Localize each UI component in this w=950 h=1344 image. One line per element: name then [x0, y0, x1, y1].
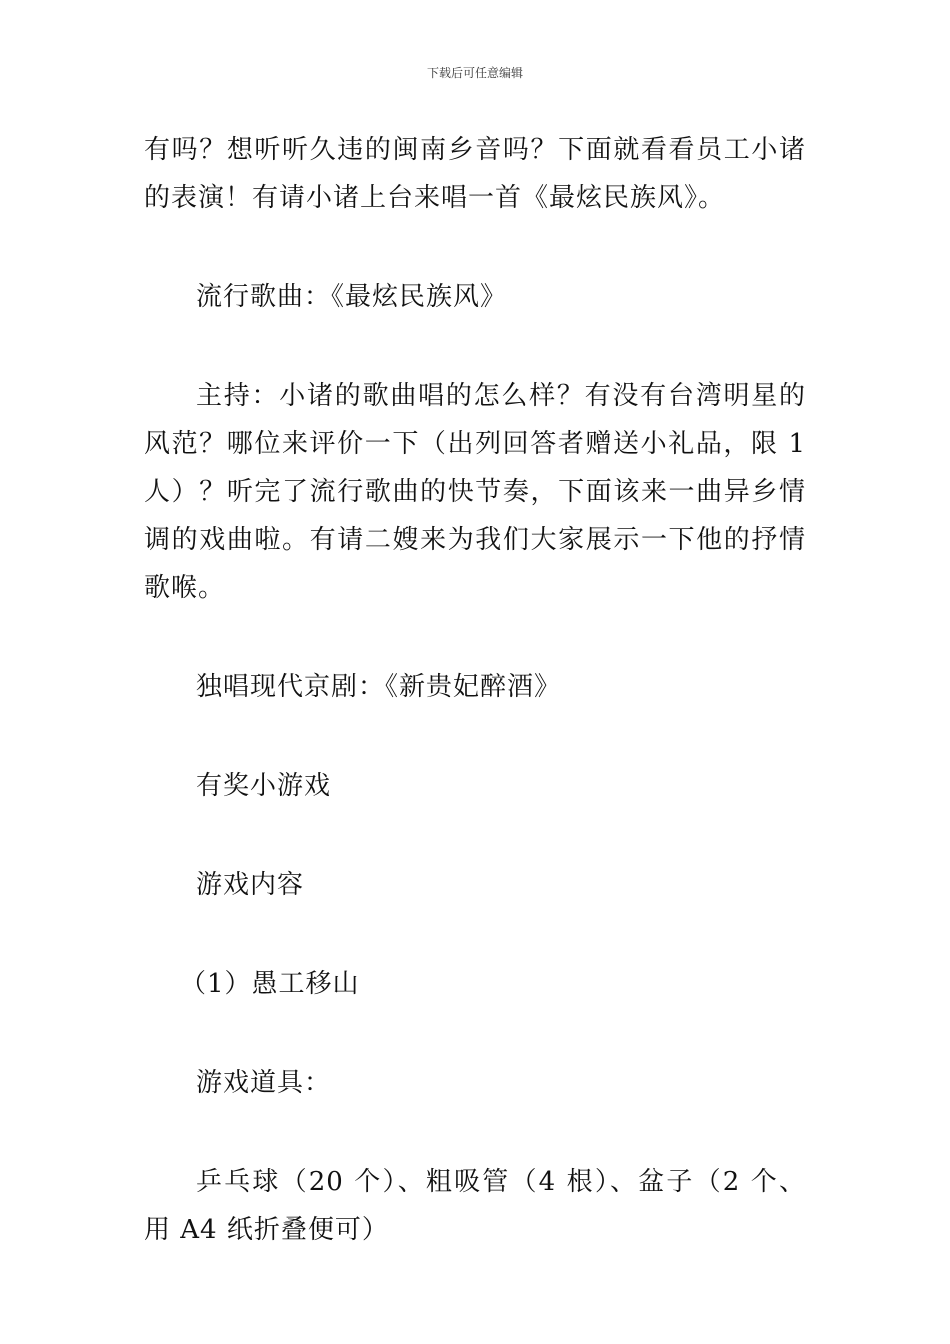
paragraph-game-one-title: （1）愚工移山	[180, 969, 360, 999]
paragraph-pop-song: 流行歌曲：《最炫民族风》	[196, 282, 508, 312]
paragraph-game-props-list: 乒乓球（20 个）、粗吸管（4 根）、盆子（2 个、用 A4 纸折叠便可）	[144, 1167, 806, 1245]
page-header-note: 下载后可任意编辑	[426, 66, 523, 80]
paragraph-intro: 有吗？想听听久违的闽南乡音吗？下面就看看员工小诸的表演！有请小诸上台来唱一首《最炫民族风》。	[144, 135, 806, 213]
paragraph-peking-opera: 独唱现代京剧：《新贵妃醉酒》	[196, 672, 562, 702]
paragraph-host-remarks: 主持：小诸的歌曲唱的怎么样？有没有台湾明星的风范？哪位来评价一下（出列回答者赠送小礼品，限 1 人）？听完了流行歌曲的快节奏，下面该来一曲异乡情调的戏曲啦。有请二嫂来为我们大家展示一下他的抒情歌喉。	[144, 381, 806, 603]
document-body	[144, 126, 806, 1254]
paragraph-game-content: 游戏内容	[196, 870, 305, 900]
paragraph-prize-game: 有奖小游戏	[196, 771, 332, 801]
paragraph-game-props-heading: 游戏道具：	[196, 1068, 332, 1098]
